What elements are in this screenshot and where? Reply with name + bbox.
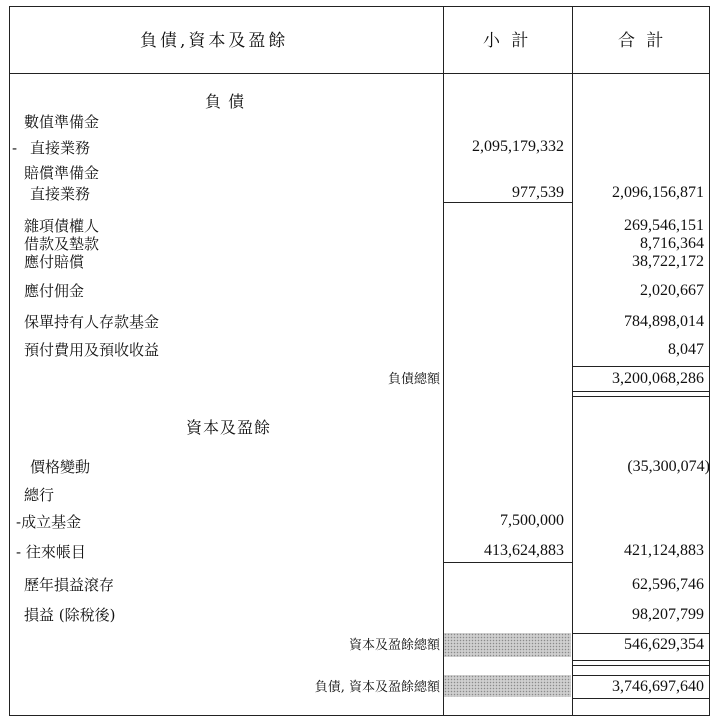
misc-creditors-label: 雜項債權人 [24,217,100,235]
total-underline [572,396,710,397]
header-divider [9,73,710,74]
subtotal-underline [443,202,572,203]
shaded-cell [444,633,571,657]
profit-total: 98,207,799 [632,606,704,623]
total-underline [572,391,710,392]
retained-total: 62,596,746 [632,576,704,593]
liabilities-total-label: 負債總額 [387,372,440,387]
prepaid-total: 8,047 [668,341,704,358]
claims-payable-total: 38,722,172 [632,253,704,270]
head-office-label: 總行 [24,486,55,504]
total-underline [572,660,710,661]
price-change-total: (35,300,074) [627,458,710,475]
capital-total-value: 546,629,354 [624,636,704,653]
claims-direct-label: 直接業務 [30,185,91,203]
premium-reserve-label: 數值準備金 [24,113,100,131]
grand-total-label: 負債, 資本及盈餘總額 [314,680,440,695]
deposit-fund-label: 保單持有人存款基金 [24,313,160,331]
liabilities-total-value: 3,200,068,286 [612,370,704,387]
total-overline [572,366,710,367]
retained-label: 歷年損益滾存 [24,576,115,594]
premium-direct-mark: - [12,139,18,157]
commission-label: 應付佣金 [24,282,85,300]
column-divider [443,6,444,716]
premium-direct-subtotal: 2,095,179,332 [472,138,564,155]
fund-label: -成立基金 [16,513,82,531]
grand-total-overline [572,675,710,676]
column-divider [572,6,573,716]
total-overline [572,633,710,634]
premium-direct-label: 直接業務 [30,139,91,157]
reserves-total: 2,096,156,871 [612,184,704,201]
section-title-capital: 資本及盈餘 [186,418,272,437]
head-office-total: 421,124,883 [624,542,704,559]
subtotal-underline [443,562,572,563]
shaded-cell [444,675,571,697]
commission-total: 2,020,667 [640,282,704,299]
loans-label: 借款及墊款 [24,235,100,253]
current-account-label: - 往來帳目 [16,543,86,561]
misc-creditors-total: 269,546,151 [624,217,704,234]
claims-reserve-label: 賠償準備金 [24,164,100,182]
grand-total-value: 3,746,697,640 [612,678,704,695]
grand-total-underline [572,698,710,699]
capital-total-label: 資本及盈餘總額 [348,638,440,653]
header-subtotal: 小 計 [483,31,532,51]
section-title-liabilities: 負 債 [205,92,246,111]
total-underline [572,665,710,666]
prepaid-label: 預付費用及預收收益 [24,341,160,359]
claims-direct-subtotal: 977,539 [512,184,564,201]
price-change-label: 價格變動 [30,458,91,476]
header-total: 合 計 [618,31,667,51]
profit-label: 損益 (除稅後) [24,606,116,624]
current-account-subtotal: 413,624,883 [484,542,564,559]
deposit-fund-total: 784,898,014 [624,313,704,330]
claims-payable-label: 應付賠償 [24,253,85,271]
fund-subtotal: 7,500,000 [500,512,564,529]
loans-total: 8,716,364 [640,235,704,252]
header-liabilities-capital: 負債,資本及盈餘 [140,31,289,51]
